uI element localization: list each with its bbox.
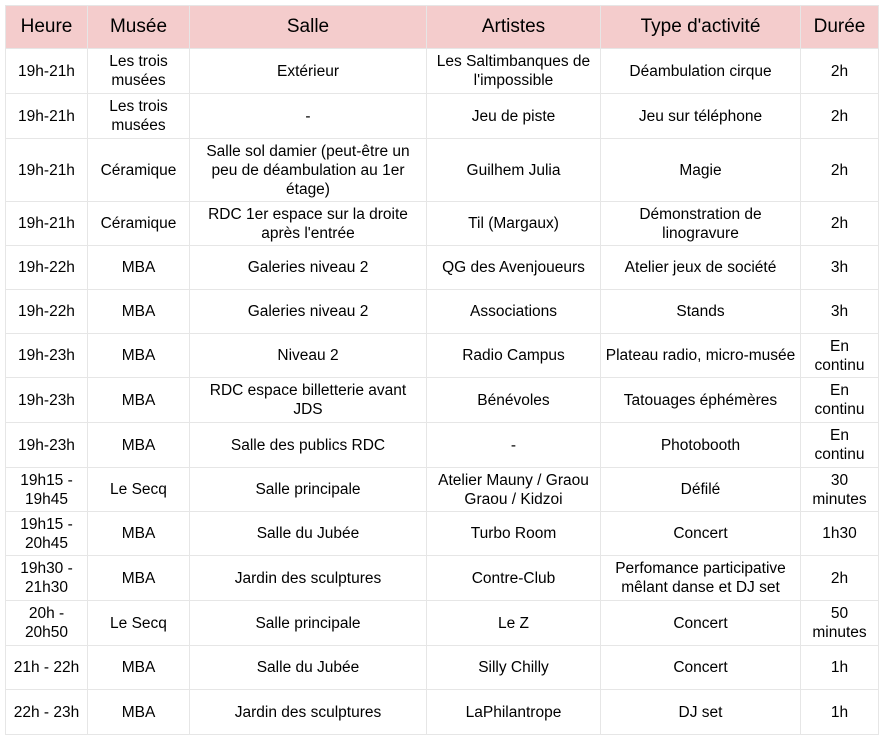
cell-room: Salle des publics RDC [190,423,427,468]
cell-duration: En continu [801,423,879,468]
cell-time: 19h-21h [6,94,88,139]
cell-duration: 1h [801,646,879,690]
cell-artists: Les Saltimbanques de l'impossible [427,49,601,94]
table-row [6,423,879,468]
cell-activity-type: Concert [601,646,801,690]
cell-room: RDC espace billetterie avant JDS [190,378,427,423]
table-row [6,512,879,556]
cell-activity-type: Atelier jeux de société [601,246,801,290]
cell-museum: MBA [88,690,190,735]
header-musee: Musée [88,6,190,49]
cell-time: 19h-21h [6,49,88,94]
cell-duration: 1h [801,690,879,735]
cell-museum: Céramique [88,202,190,246]
header-row [6,6,879,49]
cell-time: 20h - 20h50 [6,601,88,646]
table-row [6,334,879,378]
cell-time: 21h - 22h [6,646,88,690]
table-row [6,601,879,646]
cell-activity-type: Concert [601,601,801,646]
cell-artists: Atelier Mauny / Graou Graou / Kidzoi [427,468,601,512]
cell-activity-type: Défilé [601,468,801,512]
cell-artists: Associations [427,290,601,334]
table-row [6,94,879,139]
table-row [6,468,879,512]
cell-time: 22h - 23h [6,690,88,735]
cell-activity-type: Déambulation cirque [601,49,801,94]
table-row [6,690,879,735]
cell-room: Niveau 2 [190,334,427,378]
cell-duration: 30 minutes [801,468,879,512]
cell-duration: En continu [801,378,879,423]
cell-time: 19h-22h [6,290,88,334]
cell-time: 19h-23h [6,334,88,378]
table-row [6,246,879,290]
cell-duration: 3h [801,246,879,290]
cell-activity-type: DJ set [601,690,801,735]
cell-museum: MBA [88,246,190,290]
schedule-table [5,5,879,735]
cell-museum: Les trois musées [88,49,190,94]
cell-room: Jardin des sculptures [190,690,427,735]
cell-room: RDC 1er espace sur la droite après l'entrée [190,202,427,246]
cell-artists: Jeu de piste [427,94,601,139]
cell-duration: 2h [801,139,879,202]
cell-time: 19h-23h [6,423,88,468]
table-body [6,49,879,735]
cell-activity-type: Magie [601,139,801,202]
header-salle: Salle [190,6,427,49]
cell-artists: Silly Chilly [427,646,601,690]
cell-activity-type: Perfomance participative mêlant danse et DJ set [601,556,801,601]
cell-artists: Le Z [427,601,601,646]
table-row [6,556,879,601]
cell-artists: - [427,423,601,468]
cell-museum: Céramique [88,139,190,202]
cell-time: 19h15 - 20h45 [6,512,88,556]
cell-museum: MBA [88,290,190,334]
cell-museum: MBA [88,423,190,468]
cell-activity-type: Jeu sur téléphone [601,94,801,139]
cell-museum: MBA [88,646,190,690]
cell-time: 19h30 - 21h30 [6,556,88,601]
table-row [6,646,879,690]
cell-room: Salle sol damier (peut-être un peu de déambulation au 1er étage) [190,139,427,202]
table-row [6,378,879,423]
cell-room: Jardin des sculptures [190,556,427,601]
cell-activity-type: Photobooth [601,423,801,468]
table-row [6,139,879,202]
cell-museum: MBA [88,334,190,378]
cell-room: Salle principale [190,601,427,646]
cell-room: Galeries niveau 2 [190,290,427,334]
cell-artists: Radio Campus [427,334,601,378]
cell-museum: MBA [88,512,190,556]
cell-artists: Contre-Club [427,556,601,601]
cell-artists: Guilhem Julia [427,139,601,202]
cell-museum: Le Secq [88,468,190,512]
table-row [6,290,879,334]
cell-activity-type: Stands [601,290,801,334]
cell-time: 19h15 - 19h45 [6,468,88,512]
cell-museum: Le Secq [88,601,190,646]
cell-room: Salle du Jubée [190,512,427,556]
cell-duration: 50 minutes [801,601,879,646]
cell-duration: 2h [801,202,879,246]
cell-artists: Bénévoles [427,378,601,423]
table-row [6,49,879,94]
cell-room: - [190,94,427,139]
cell-duration: 2h [801,94,879,139]
cell-artists: Til (Margaux) [427,202,601,246]
table-row [6,202,879,246]
header-artistes: Artistes [427,6,601,49]
cell-artists: Turbo Room [427,512,601,556]
cell-museum: Les trois musées [88,94,190,139]
cell-time: 19h-21h [6,202,88,246]
cell-room: Salle principale [190,468,427,512]
cell-artists: LaPhilantrope [427,690,601,735]
header-duree: Durée [801,6,879,49]
cell-museum: MBA [88,556,190,601]
cell-activity-type: Tatouages éphémères [601,378,801,423]
cell-room: Salle du Jubée [190,646,427,690]
cell-duration: 1h30 [801,512,879,556]
cell-duration: 3h [801,290,879,334]
cell-activity-type: Concert [601,512,801,556]
cell-duration: 2h [801,556,879,601]
cell-artists: QG des Avenjoueurs [427,246,601,290]
cell-time: 19h-22h [6,246,88,290]
cell-activity-type: Plateau radio, micro-musée [601,334,801,378]
header-type-activite: Type d'activité [601,6,801,49]
header-heure: Heure [6,6,88,49]
cell-room: Galeries niveau 2 [190,246,427,290]
cell-activity-type: Démonstration de linogravure [601,202,801,246]
cell-time: 19h-21h [6,139,88,202]
cell-duration: En continu [801,334,879,378]
cell-time: 19h-23h [6,378,88,423]
cell-duration: 2h [801,49,879,94]
cell-room: Extérieur [190,49,427,94]
cell-museum: MBA [88,378,190,423]
